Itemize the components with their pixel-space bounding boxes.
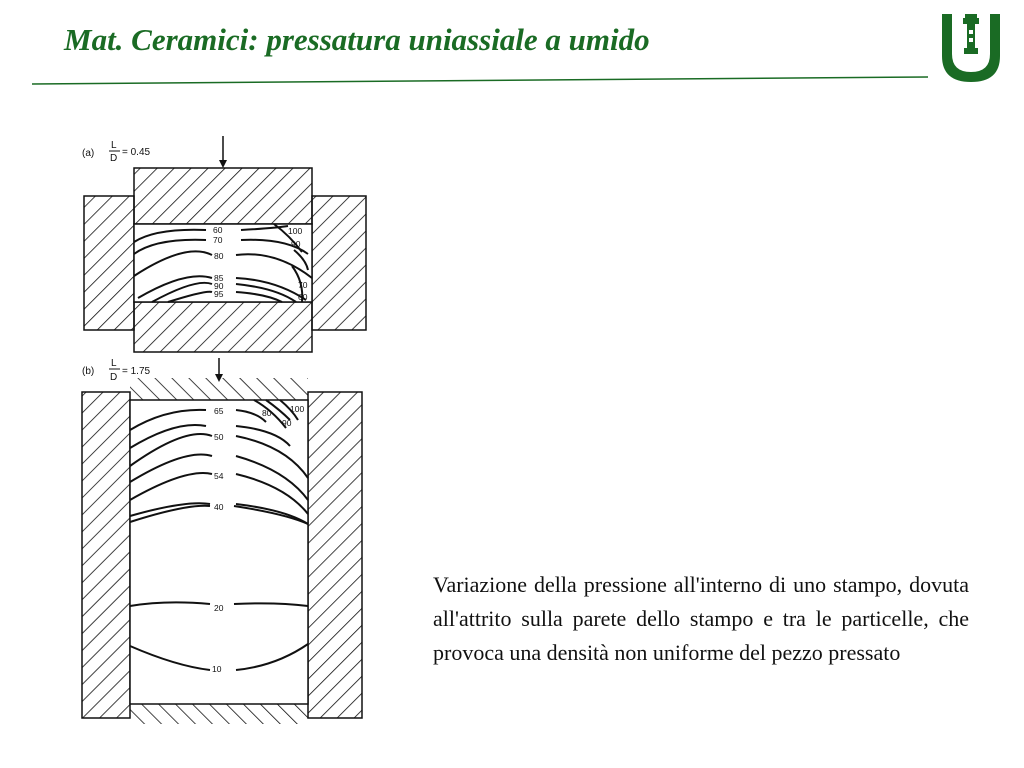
panel-a-contour-90: 90 (214, 281, 224, 291)
panel-a-contour-right-100: 100 (288, 226, 303, 236)
panel-a-contour-right-60: 60 (298, 292, 308, 302)
panel-a-lower-punch (134, 302, 312, 352)
panel-a-contour-95: 95 (214, 289, 224, 299)
panel-b-lower-punch (130, 704, 308, 724)
panel-b-contour-right-100: 100 (290, 404, 305, 414)
panel-b-ratio-denominator: D (110, 372, 118, 383)
panel-b-die-wall-right (308, 392, 362, 718)
panel-a-ratio-numerator: L (111, 140, 117, 151)
panel-a-die-wall-left (84, 196, 134, 330)
panel-a-contour-60: 60 (213, 225, 223, 235)
panel-b-contour-54: 54 (214, 471, 224, 481)
panel-b-contour-50: 50 (214, 432, 224, 442)
panel-b (82, 358, 362, 724)
panel-b-upper-punch (130, 378, 308, 400)
panel-b-contour-65: 65 (214, 406, 224, 416)
panel-a-contour-right-70: 70 (298, 280, 308, 290)
panel-b-die-wall-left (82, 392, 130, 718)
panel-b-contour-right-90: 90 (282, 418, 292, 428)
panel-b-contour-20: 20 (214, 603, 224, 613)
panel-a (82, 136, 366, 352)
panel-a-ratio-value: = 0.45 (122, 147, 151, 158)
panel-b-contour-40: 40 (214, 502, 224, 512)
panel-b-label: (b) (82, 366, 95, 377)
panel-a-upper-punch (134, 168, 312, 224)
title-divider (0, 0, 1024, 100)
pressure-distribution-figure (76, 130, 376, 730)
slide-title: Mat. Ceramici: pressatura uniassiale a umido (64, 22, 650, 57)
panel-b-contour-10: 10 (212, 664, 222, 674)
panel-a-ratio-denominator: D (110, 153, 118, 164)
panel-a-contour-70: 70 (213, 235, 223, 245)
panel-b-ratio-value: = 1.75 (122, 366, 151, 377)
panel-a-contour-80: 80 (214, 251, 224, 261)
panel-a-label: (a) (82, 148, 95, 159)
panel-a-contour-right-90: 90 (291, 239, 301, 249)
university-logo-icon (936, 10, 1006, 86)
panel-b-ratio-numerator: L (111, 358, 117, 369)
figure-caption: Variazione della pressione all'interno di uno stampo, dovuta all'attrito sulla parete dello stampo e tra le particelle, che provoca una densità non uniforme del pezzo pressato (433, 572, 969, 665)
panel-b-contour-right-80: 80 (262, 408, 272, 418)
panel-a-die-wall-right (312, 196, 366, 330)
panel-a-contour-85: 85 (214, 273, 224, 283)
